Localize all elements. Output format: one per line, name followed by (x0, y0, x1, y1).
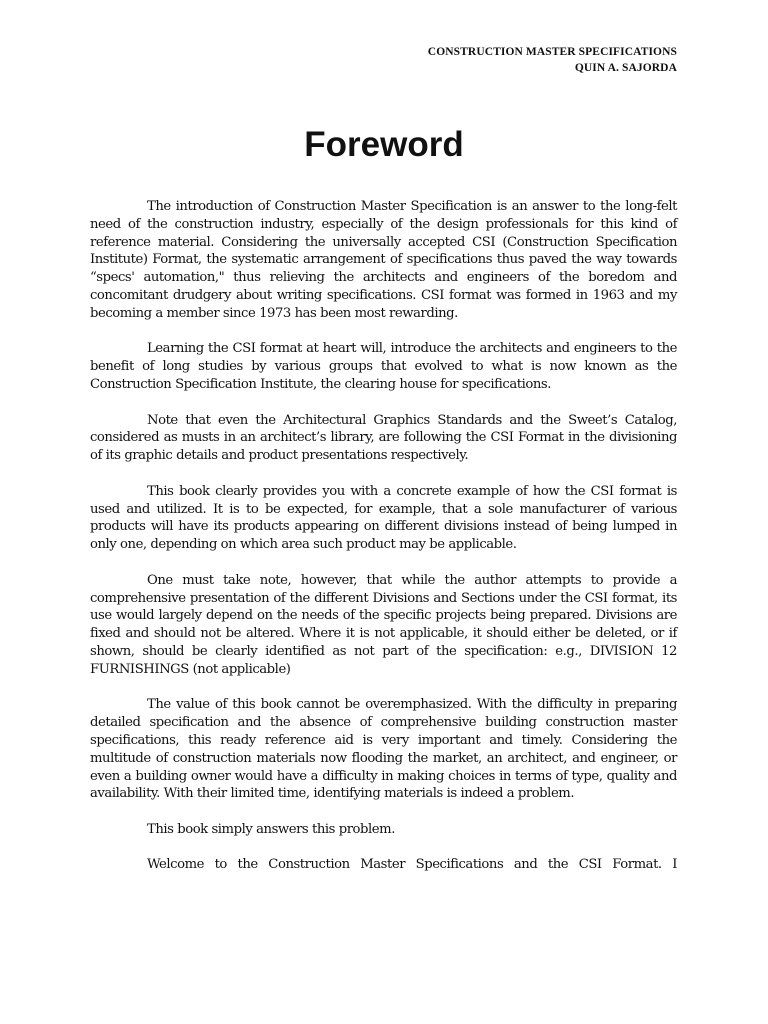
paragraph-introduction: The introduction of Construction Master Specification is an answer to the long-felt need of the construction industry, especially of the design professionals for this kind of reference material. Considering the universally accepted CSI (Construction Specification Institute) Format, the systematic arrangement of specifications thus paved the way towards “specs' automation," thus relieving the architects and engineers of the boredom and concomitant drudgery about writing specifications. CSI format was formed in 1963 and my becoming a member since 1973 has been most rewarding. (90, 199, 677, 321)
header-author-name: QUIN A. SAJORDA (574, 62, 677, 74)
paragraph-book-example: This book clearly provides you with a concrete example of how the CSI format is used and utilized. It is to be expected, for example, that a sole manufacturer of various products will have its products appearing on different divisions instead of being lumped in only one, depending on which area such product may be applicable. (90, 483, 677, 553)
paragraph-standards-note: Note that even the Architectural Graphics Standards and the Sweet’s Catalog, considered as musts in an architect’s library, are following the CSI Format in the divisioning of its graphic details and product presentations respectively. (90, 412, 677, 464)
paragraph-answers-problem: This book simply answers this problem. (147, 821, 395, 837)
running-header (428, 44, 677, 76)
header-document-title: CONSTRUCTION MASTER SPECIFICATIONS (427, 46, 677, 58)
paragraph-book-value: The value of this book cannot be overemphasized. With the difficulty in preparing detailed specification and the absence of comprehensive building construction master specifications, this ready reference aid is very important and timely. Considering the multitude of construction materials now flooding the market, an architect, and engineer, or even a building owner would have a difficulty in making choices in terms of type, quality and availability. With their limited time, identifying materials is indeed a problem. (90, 697, 677, 802)
paragraph-divisions-note: One must take note, however, that while the author attempts to provide a comprehensive presentation of the different Divisions and Sections under the CSI format, its use would largely depend on the needs of the specific projects being prepared. Divisions are fixed and should not be altered. Where it is not applicable, it should either be deleted, or if shown, should be clearly identified as not part of the specification: e.g., DIVISION 12 FURNISHINGS (not applicable) (90, 572, 677, 677)
foreword-body (90, 198, 677, 892)
paragraph-welcome: Welcome to the Construction Master Specifications and the CSI Format. I (147, 857, 677, 873)
page-title: Foreword (304, 125, 464, 164)
paragraph-learning-csi: Learning the CSI format at heart will, introduce the architects and engineers to the benefit of long studies by various groups that evolved to what is now known as the Construction Specification Institute, the clearing house for specifications. (90, 341, 677, 392)
